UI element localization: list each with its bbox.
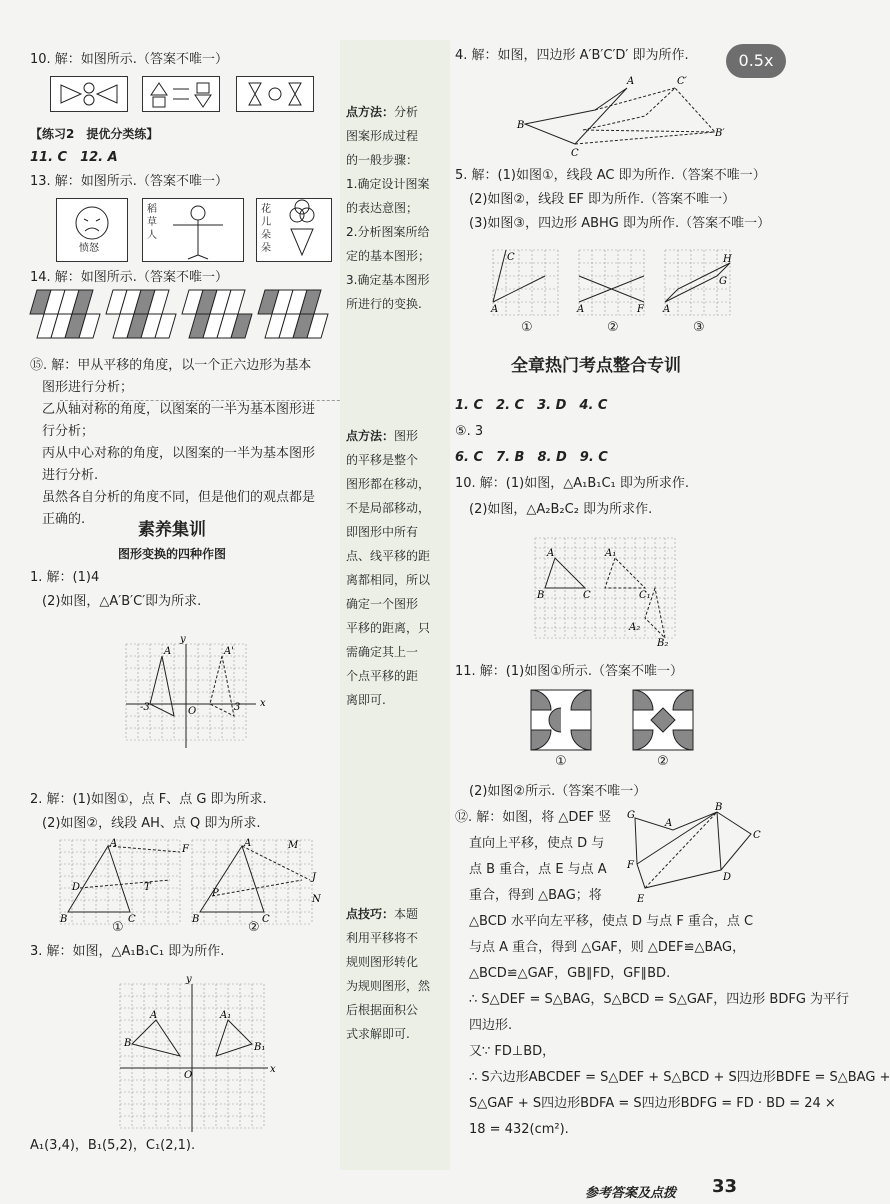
q5-fig2-label: ② (607, 320, 619, 335)
q10-grid (535, 538, 685, 648)
q11-fig2-label: ② (657, 754, 669, 769)
bowtie-figure (51, 77, 127, 111)
tip1-line: 所进行的变换. (346, 297, 422, 311)
tip3-line: 利用平移将不 (346, 931, 419, 945)
right-title: 全章热门考点整合专训 (511, 356, 681, 376)
s1-text: 1. 解：(1)4 (30, 570, 100, 585)
shape (68, 846, 130, 912)
svg-text:F: F (627, 860, 634, 871)
axis-label: x (270, 1064, 276, 1075)
point-label: F (637, 304, 644, 315)
point-label: A (244, 838, 252, 849)
q10-figure-3 (236, 76, 314, 112)
q11-12-answers: 11. C 12. A (30, 150, 118, 165)
q4-text: 4. 解：如图，四边形 A′B′C′D′ 即为所作. (455, 48, 689, 63)
s2-grid-2 (192, 838, 322, 925)
s2-fig1-label: ① (112, 920, 124, 935)
point-label: B (537, 590, 545, 601)
point-label: B₁ (254, 1042, 266, 1053)
s1b-text: (2)如图，△A′B′C′即为所求. (42, 594, 202, 609)
ans-6-9: 6. C 7. B 8. D 9. C (455, 450, 608, 465)
tip1-line: 的一般步骤： (346, 153, 419, 167)
point-label: A (663, 304, 671, 315)
origin-label: O (188, 706, 197, 717)
tip1-line: 3.确定基本图形 (346, 273, 430, 287)
q15-line: 丙从中心对称的角度，以图案的一半为基本图形 (42, 446, 316, 461)
q12-line: ⑫. 解：如图，将 △DEF 竖 (455, 810, 612, 825)
tick-label: -3 (140, 702, 150, 713)
point-label: G (719, 276, 727, 287)
zoom-badge[interactable]: 0.5x (726, 44, 786, 78)
q13-label-1: 愤怒 (79, 243, 99, 254)
grid-lines (579, 250, 644, 315)
q15-line: 乙从轴对称的角度，以图案的一半为基本图形进 (42, 402, 316, 417)
point-label: C₁ (639, 590, 651, 601)
q4-figure (515, 72, 725, 159)
grid-lines (493, 250, 558, 315)
point-label: D (72, 882, 81, 893)
point-label: C (507, 252, 515, 263)
q14-text: 14. 解：如图所示.（答案不唯一） (30, 270, 228, 285)
svg-text:B: B (715, 802, 723, 813)
ans-1-4: 1. C 2. C 3. D 4. C (455, 398, 608, 413)
q15-line: 进行分析. (42, 468, 99, 483)
tip1-line: 分析 (394, 105, 419, 119)
shape (200, 846, 264, 912)
tip-1-head: 点方法： (346, 105, 395, 119)
s1-coordinate-grid (126, 634, 276, 764)
point-label: T (144, 882, 151, 893)
tip3-line: 本题 (394, 907, 419, 921)
q12-line: 18 = 432(cm²). (469, 1122, 569, 1137)
tip1-line: 的表达意图； (346, 201, 419, 215)
q11-figure-2 (633, 690, 695, 752)
point-label: B (124, 1038, 132, 1049)
segment (80, 880, 170, 888)
point-label: F (182, 844, 189, 855)
q12-figure (625, 802, 775, 908)
tip3-line: 为规则图形，然 (346, 979, 431, 993)
axis-label: y (180, 634, 186, 645)
svg-text:B′: B′ (715, 128, 725, 139)
tip2-line: 即图形中所有 (346, 525, 419, 539)
q11-fig1-label: ① (555, 754, 567, 769)
left-title: 素养集训 (138, 520, 206, 540)
ans-5: ⑤. 3 (455, 424, 484, 439)
s2b-text: (2)如图②，线段 AH、点 Q 即为所求. (42, 816, 261, 831)
point-label: B₂ (657, 638, 669, 649)
s3-text: 3. 解：如图，△A₁B₁C₁ 即为所作. (30, 944, 225, 959)
point-label: B (192, 914, 200, 925)
svg-text:A: A (627, 76, 635, 87)
tick-label: 3 (234, 702, 241, 713)
point-label: H (723, 254, 732, 265)
s2-grid-1 (60, 838, 189, 925)
svg-text:C: C (571, 148, 579, 159)
q13-figure-1 (56, 198, 128, 262)
point-label: C (262, 914, 270, 925)
segment (108, 846, 180, 852)
q12-line: ∴ S△DEF = S△BAG，S△BCD = S△GAF，四边形 BDFG 为平行 (469, 992, 850, 1007)
s3-coordinate-grid (120, 974, 276, 1134)
tip-3-head: 点技巧： (346, 907, 395, 921)
svg-text:G: G (627, 810, 635, 821)
point-label: A₁ (220, 1010, 232, 1021)
point-label: A (577, 304, 585, 315)
svg-text:D: D (723, 872, 732, 883)
q5b-text: (2)如图②，线段 EF 即为所作.（答案不唯一） (469, 192, 736, 207)
q5-fig1-label: ① (521, 320, 533, 335)
q15-line: 图形进行分析； (42, 380, 134, 395)
s2-fig2-label: ② (248, 920, 260, 935)
point-label: O (184, 1070, 193, 1081)
q10a-text: 10. 解：(1)如图，△A₁B₁C₁ 即为所求作. (455, 476, 690, 491)
point-label: A (491, 304, 499, 315)
svg-text:A: A (665, 818, 673, 829)
svg-text:E: E (637, 894, 645, 905)
point-label: A (547, 548, 555, 559)
tip2-line: 确定一个图形 (346, 597, 419, 611)
svg-text:B: B (517, 120, 525, 131)
q13-figure-3 (256, 198, 332, 262)
q12-line: ∴ S六边形ABCDEF = S△DEF + S△BCD + S四边形BDFE = S△BAG + (469, 1070, 890, 1085)
point-label: M (288, 840, 299, 851)
tip1-line: 2.分析图案所给 (346, 225, 430, 239)
tip2-line: 平移的距离，只 (346, 621, 431, 635)
grid-lines (192, 840, 312, 924)
tip2-line: 个点平移的距 (346, 669, 419, 683)
q13-label-3: 花儿朵朵 (261, 204, 271, 254)
tip2-line: 离即可. (346, 693, 386, 707)
point-label: A (150, 1010, 158, 1021)
left-subtitle: 图形变换的四种作图 (118, 547, 227, 561)
q12-line: 又∵ FD⊥BD， (469, 1044, 556, 1059)
tip2-line: 的平移是整个 (346, 453, 419, 467)
section-heading: 【练习2 提优分类练】 (30, 127, 159, 141)
tip-3 (346, 902, 446, 1046)
tip1-line: 图案形成过程 (346, 129, 419, 143)
q5c-text: (3)如图③，四边形 ABHG 即为所作.（答案不唯一） (469, 216, 771, 231)
tip1-line: 1.确定设计图案 (346, 177, 430, 191)
point-label: A (110, 838, 118, 849)
tip3-line: 规则图形转化 (346, 955, 419, 969)
q15-line: 正确的. (42, 512, 86, 527)
q13-figure-2 (142, 198, 244, 262)
q5-grid-3 (665, 250, 731, 316)
svg-text:C′: C′ (677, 76, 687, 87)
tip2-line: 点、线平移的距 (346, 549, 431, 563)
tip-1 (346, 100, 446, 316)
axis-label: y (186, 974, 192, 985)
point-label: A (164, 646, 172, 657)
q11-figure-1 (531, 690, 593, 752)
q5-grid-2 (579, 250, 645, 316)
svg-text:C: C (753, 830, 761, 841)
q13-label-2: 稻草人 (147, 204, 157, 241)
q12-line: 与点 A 重合，得到 △GAF，则 △DEF≌△BAG， (469, 940, 746, 955)
q12-line: 重合，得到 △BAG；将 (469, 888, 602, 903)
s2-text: 2. 解：(1)如图①，点 F、点 G 即为所求. (30, 792, 267, 807)
tips-column (340, 40, 450, 1170)
shape (216, 1020, 252, 1056)
tip-2-head: 点方法： (346, 429, 395, 443)
q15-line: ⑮. 解：甲从平移的角度，以一个正六边形为基本 (30, 358, 312, 373)
tip1-line: 定的基本图形； (346, 249, 431, 263)
page-number: 33 (712, 1176, 738, 1197)
point-label: C (128, 914, 136, 925)
tip2-line: 图形 (394, 429, 419, 443)
q11b-text: (2)如图②所示.（答案不唯一） (469, 784, 647, 799)
q14-tessellation (30, 290, 330, 346)
segment (242, 846, 310, 880)
tip2-line: 离都相同，所以 (346, 573, 431, 587)
point-label: J (312, 872, 317, 883)
axis-label: x (260, 698, 266, 709)
q10b-text: (2)如图，△A₂B₂C₂ 即为所求作. (469, 502, 653, 517)
point-label: A' (224, 646, 234, 657)
q5a-text: 5. 解：(1)如图①，线段 AC 即为所作.（答案不唯一） (455, 168, 766, 183)
point-label: A₁ (605, 548, 617, 559)
s3-answer: A₁(3,4)，B₁(5,2)，C₁(2,1). (30, 1138, 196, 1153)
q10-figure-1 (50, 76, 128, 112)
q12-line: △BCD 水平向左平移，使点 D 与点 F 重合，点 C (469, 914, 754, 929)
tip3-line: 后根据面积公 (346, 1003, 419, 1017)
q10-text: 10. 解：如图所示.（答案不唯一） (30, 52, 228, 67)
point-label: N (312, 894, 321, 905)
footer-label: 参考答案及点拨 (585, 1186, 677, 1201)
q5-grid-1 (493, 250, 559, 316)
q12-line: △BCD≌△GAF，GB∥FD，GF∥BD. (469, 966, 671, 981)
tip3-line: 式求解即可. (346, 1027, 410, 1041)
q13-text: 13. 解：如图所示.（答案不唯一） (30, 174, 228, 189)
point-label: P (212, 888, 219, 899)
q5-fig3-label: ③ (693, 320, 705, 335)
tip2-line: 需确定其上一 (346, 645, 419, 659)
q12-line: 点 B 重合，点 E 与点 A (469, 862, 607, 877)
point-label: C (583, 590, 591, 601)
tip2-line: 不是局部移动， (346, 501, 431, 515)
point-label: A₂ (629, 622, 641, 633)
tip-2 (346, 424, 446, 712)
point-label: B (60, 914, 68, 925)
tip2-line: 图形都在移动， (346, 477, 431, 491)
q12-line: S△GAF + S四边形BDFA = S四边形BDFG = FD · BD = 24 × (469, 1096, 836, 1111)
q15-line: 行分析； (42, 424, 95, 439)
q12-line: 四边形. (469, 1018, 513, 1033)
q12-line: 直向上平移，使点 D 与 (469, 836, 605, 851)
q15-line: 虽然各自分析的角度不同，但是他们的观点都是 (42, 490, 316, 505)
q11a-text: 11. 解：(1)如图①所示.（答案不唯一） (455, 664, 684, 679)
q10-figure-2 (142, 76, 220, 112)
